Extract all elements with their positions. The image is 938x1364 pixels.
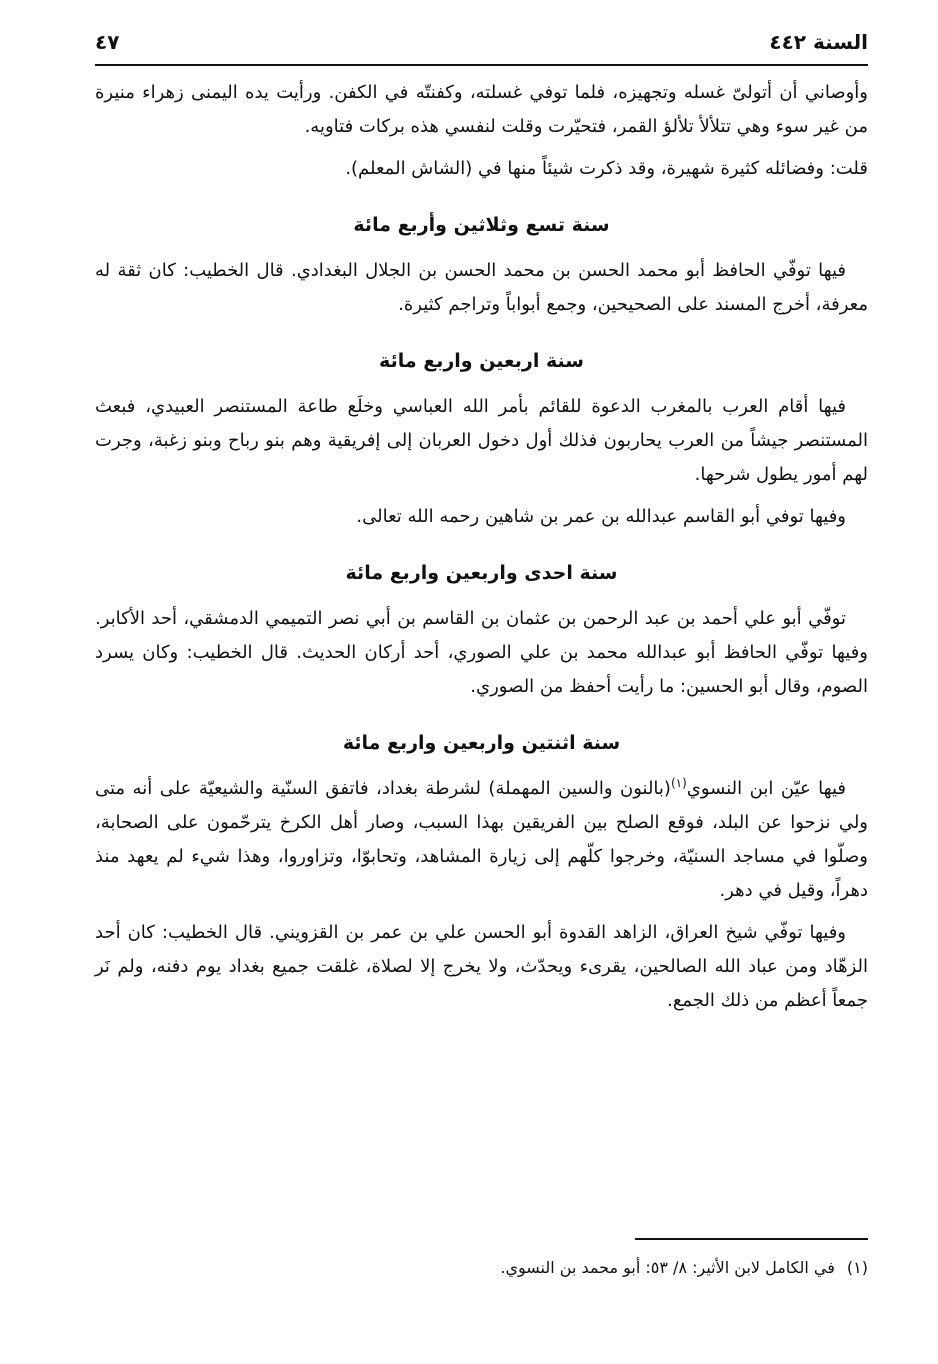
section-heading: سنة احدى واربعين واربع مائة — [345, 562, 618, 584]
main-text — [95, 76, 868, 1026]
paragraph: وفيها توفي أبو القاسم عبدالله بن عمر بن شاهين رحمه الله تعالى. — [356, 506, 846, 527]
paragraph: وأوصاني أن أتولىّ غسله وتجهيزه، فلما توفي غسلته، وكفنتّه في الكفن. ورأيت يده اليمنى زهراء منيرة من غير سوء وهي تتلألأ تلألؤ القمر، فتحيّرت وقلت لنفسي هذه بركات فتاويه. — [95, 82, 868, 137]
paragraph: فيها أقام العرب بالمغرب الدعوة للقائم بأمر الله العباسي وخلَع طاعة المستنصر العبيدي، فبعث المستنصر جيشاً من العرب يحاربون فذلك أول دخول العربان إلى إفريقية وهم بنو رباح وبنو زغبة، وجرت لهم أمور يطول شرحها. — [95, 396, 868, 485]
paragraph-text: فيها عيّن ابن النسوي — [686, 778, 846, 799]
footnote-divider — [635, 1238, 868, 1240]
paragraph: قلت: وفضائله كثيرة شهيرة، وقد ذكرت شيئاً منها في (الشاش المعلم). — [345, 158, 868, 179]
running-title: السنة ٤٤٢ — [769, 30, 868, 54]
paragraph: توفّي أبو علي أحمد بن عبد الرحمن بن عثمان بن القاسم بن أبي نصر التميمي الدمشقي، أحد الأكابر. وفيها توفّي الحافظ أبو عبدالله محمد بن علي الصوري، أحد أركان الحديث. قال الخطيب: وكان يسرد الصوم، وقال أبو الحسين: ما رأيت أحفظ من الصوري. — [95, 608, 868, 697]
paragraph — [95, 772, 868, 908]
section-heading: سنة تسع وثلاثين وأربع مائة — [353, 214, 610, 236]
paragraph: فيها توفّي الحافظ أبو محمد الحسن بن محمد الحسن بن الجلال البغدادي. قال الخطيب: كان ثقة له معرفة، أخرج المسند على الصحيحين، وجمع أبواباً وتراجم كثيرة. — [95, 260, 868, 315]
footnote-text: في الكامل لابن الأثير: ٨/ ٥٣: أبو محمد بن النسوي. — [500, 1258, 835, 1277]
page-number: ٤٧ — [95, 30, 120, 54]
section-heading: سنة اربعين واربع مائة — [379, 350, 584, 372]
footnote-number: (١) — [846, 1258, 868, 1277]
header-divider — [95, 64, 868, 66]
footnote — [95, 1254, 868, 1282]
section-heading: سنة اثنتين واربعين واربع مائة — [342, 732, 621, 754]
page-header — [95, 26, 868, 62]
footnote-reference[interactable]: (١) — [670, 776, 687, 790]
paragraph-text: (بالنون والسين المهملة) لشرطة بغداد، فاتفق السنّية والشيعيّة على أنه متى ولي نزحوا عن البلد، فوقع الصلح بين الفريقين بهذا السبب، وصار أهل الكرخ يترحّمون على الصحابة، وصلّوا في مساجد السنيّة، وخرجوا كلّهم إلى زيارة المشاهد، وتحابوّا، وتزاوروا، وهذا شيء لم يعهد منذ دهراً، وقيل في دهر. — [95, 778, 868, 901]
paragraph: وفيها توفّي شيخ العراق، الزاهد القدوة أبو الحسن علي بن عمر بن القزويني. قال الخطيب: كان أحد الزهّاد ومن عباد الله الصالحين، يقرىء ويحدّث، ولا يخرج إلا لصلاة، غلقت جميع بغداد يوم دفنه، ولم نَر جمعاً أعظم من ذلك الجمع. — [95, 922, 868, 1011]
